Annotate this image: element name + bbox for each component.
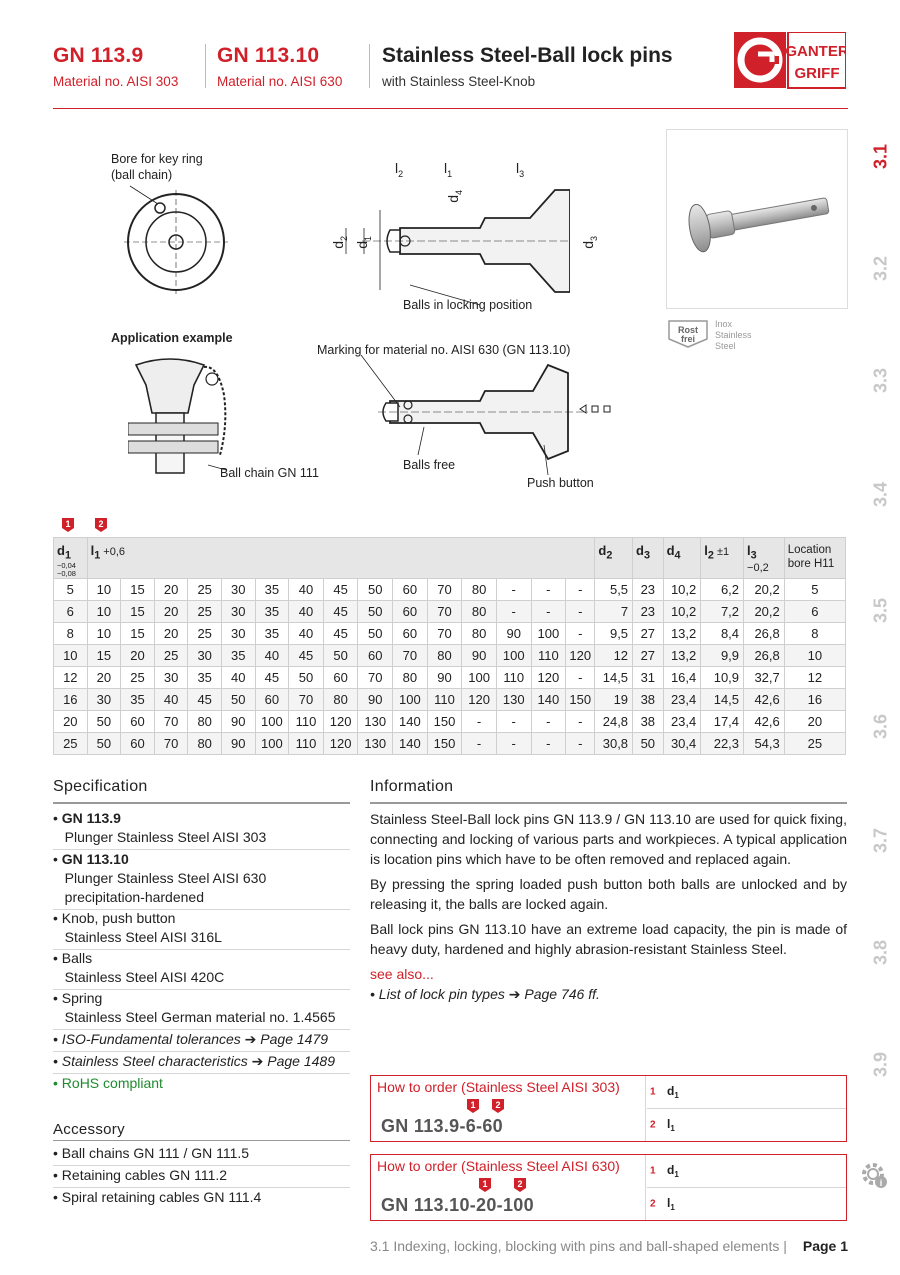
divider [370, 802, 847, 804]
order-param-row: 2 $l_1$ [650, 1195, 675, 1212]
table-cell: 25 [188, 622, 222, 644]
table-cell: 20 [154, 622, 188, 644]
table-cell: 25 [188, 600, 222, 622]
table-cell: 90 [221, 732, 255, 754]
table-cell: 100 [462, 666, 497, 688]
sidenav-item-3-6[interactable]: 3.6 [870, 713, 891, 740]
table-cell: - [531, 600, 566, 622]
header-title-block [382, 44, 673, 89]
table-cell: 25 [154, 644, 188, 666]
table-cell: 38 [633, 710, 664, 732]
table-cell: 30 [87, 688, 121, 710]
table-cell: 110 [289, 732, 324, 754]
order-param-row: 1 $d_1$ [647, 1076, 846, 1109]
table-cell: 70 [427, 622, 462, 644]
table-row [54, 688, 846, 710]
table-cell: 100 [531, 622, 566, 644]
product-code: GN 113.9 [53, 44, 144, 67]
table-cell: 16,4 [663, 666, 701, 688]
spec-item: • Balls Stainless Steel AISI 420C [53, 949, 350, 990]
table-cell: 5 [54, 578, 88, 600]
table-cell: 80 [462, 578, 497, 600]
col-d2: $d_2$ [595, 538, 633, 579]
table-cell: 10 [87, 622, 121, 644]
sidenav-item-3-1[interactable]: 3.1 [870, 143, 891, 170]
marker-2-icon [94, 517, 108, 533]
table-cell: 90 [462, 644, 497, 666]
table-row [54, 666, 846, 688]
table-cell: 32,7 [744, 666, 785, 688]
inox-label: Inox [715, 319, 733, 329]
col-location-bore: Location bore H11 [784, 538, 845, 579]
table-cell: 35 [255, 622, 289, 644]
dim-l2: $l_2$ [395, 160, 404, 179]
table-cell: 110 [289, 710, 324, 732]
table-cell: 100 [255, 710, 289, 732]
table-cell: 27 [633, 644, 664, 666]
svg-text:2: 2 [495, 1100, 501, 1110]
table-cell: 20 [154, 600, 188, 622]
table-cell: 60 [255, 688, 289, 710]
table-cell: 30 [221, 578, 255, 600]
table-cell: 80 [393, 666, 428, 688]
table-cell: 15 [121, 578, 155, 600]
table-cell: 13,2 [663, 644, 701, 666]
table-cell: - [531, 578, 566, 600]
table-cell: 120 [323, 710, 358, 732]
dim-d1: $d_1$ [354, 235, 373, 249]
table-cell: 10,2 [663, 600, 701, 622]
page-number: Page 1 [802, 1238, 848, 1254]
spec-item: • GN 113.10 Plunger Stainless Steel AISI 630 precipitation-hardened [53, 850, 350, 910]
table-cell: 70 [154, 732, 188, 754]
table-cell: 54,3 [744, 732, 785, 754]
table-cell: - [566, 578, 595, 600]
sidenav-item-3-8[interactable]: 3.8 [870, 939, 891, 966]
table-cell: 19 [595, 688, 633, 710]
table-cell: 45 [323, 600, 358, 622]
table-cell: 12 [784, 666, 845, 688]
table-row [54, 600, 846, 622]
table-cell: 50 [358, 600, 393, 622]
bore-label-2: (ball chain) [111, 168, 173, 182]
spec-item: • Spring Stainless Steel German material no. 1.4565 [53, 989, 350, 1030]
table-cell: 40 [255, 644, 289, 666]
table-row [54, 710, 846, 732]
marker-1-icon [61, 517, 75, 533]
sidenav-item-3-5[interactable]: 3.5 [870, 597, 891, 624]
table-cell: 60 [393, 578, 428, 600]
table-cell: 35 [121, 688, 155, 710]
order-box-630 [370, 1154, 847, 1221]
col-l1: $l_1 +0,6$ [87, 538, 595, 579]
table-cell: - [531, 732, 566, 754]
table-cell: 80 [462, 600, 497, 622]
table-cell: 45 [255, 666, 289, 688]
table-cell: 14,5 [701, 688, 744, 710]
table-cell: 35 [221, 644, 255, 666]
information-body [370, 809, 847, 1009]
table-cell: 23 [633, 600, 664, 622]
table-cell: 20,2 [744, 600, 785, 622]
table-cell: 110 [427, 688, 462, 710]
table-cell: 9,9 [701, 644, 744, 666]
order-param-row: 1 $d_1$ [647, 1155, 846, 1188]
divider [53, 802, 350, 804]
table-cell: - [496, 710, 531, 732]
page-title: Stainless Steel-Ball lock pins [382, 44, 673, 67]
table-cell: 120 [531, 666, 566, 688]
lock-pin-types-link[interactable]: • List of lock pin types ➔ Page 746 ff. [370, 986, 600, 1002]
bore-label: Bore for key ring [111, 152, 203, 166]
table-header-row [54, 538, 846, 579]
table-cell: 130 [496, 688, 531, 710]
table-cell: 30 [188, 644, 222, 666]
product-photo [666, 129, 848, 309]
sidenav-item-3-2[interactable]: 3.2 [870, 255, 891, 282]
table-cell: 20 [54, 710, 88, 732]
table-cell: 12 [595, 644, 633, 666]
table-cell: 60 [393, 622, 428, 644]
table-cell: - [496, 732, 531, 754]
table-cell: 80 [188, 710, 222, 732]
balls-free-label: Balls free [403, 458, 456, 472]
table-cell: 80 [323, 688, 358, 710]
table-cell: 120 [323, 732, 358, 754]
spec-link-stainless[interactable]: • Stainless Steel characteristics ➔ Page 1489 [53, 1052, 350, 1074]
order-title: How to order (Stainless Steel AISI 630) [377, 1158, 620, 1174]
info-paragraph: By pressing the spring loaded push button both balls are unlocked and by releasing it, the balls are locked again. [370, 876, 847, 912]
table-cell: 130 [358, 732, 393, 754]
table-cell: 90 [221, 710, 255, 732]
sidenav-item-3-4[interactable]: 3.4 [870, 481, 891, 508]
logo-text-top: GANTER [785, 43, 846, 60]
header-gn113-10 [217, 44, 342, 89]
application-example-label: Application example [111, 331, 233, 345]
page-header [53, 44, 848, 104]
table-cell: 6,2 [701, 578, 744, 600]
table-cell: 15 [121, 600, 155, 622]
svg-text:1: 1 [482, 1179, 488, 1189]
info-paragraph: Stainless Steel-Ball lock pins GN 113.9 / GN 113.10 are used for quick fixing, connecting and locking of various parts and workpieces. A typical application is location pins which have to be often removed and replaced again. [370, 811, 847, 867]
gear-info-icon[interactable] [860, 1160, 890, 1195]
header-rule [53, 108, 848, 109]
table-cell: 70 [427, 600, 462, 622]
table-cell: 5,5 [595, 578, 633, 600]
table-cell: 20 [121, 644, 155, 666]
rost-frei-badge [666, 317, 752, 354]
info-paragraph: Ball lock pins GN 113.10 have an extreme load capacity, the pin is made of heavy duty, hardened and highly abrasion-resistant Stainless Steel. [370, 921, 847, 957]
ball-chain-label: Ball chain GN 111 [220, 466, 319, 480]
table-cell: 30,8 [595, 732, 633, 754]
accessory-item[interactable]: • Spiral retaining cables GN 111.4 [53, 1189, 262, 1205]
table-cell: - [531, 710, 566, 732]
table-cell: 70 [427, 578, 462, 600]
table-cell: 30 [154, 666, 188, 688]
table-cell: 31 [633, 666, 664, 688]
table-cell: 5 [784, 578, 845, 600]
table-cell: 120 [462, 688, 497, 710]
table-cell: 60 [393, 600, 428, 622]
table-cell: 10 [87, 600, 121, 622]
table-cell: - [566, 622, 595, 644]
table-cell: 9,5 [595, 622, 633, 644]
table-row [54, 622, 846, 644]
table-cell: 60 [121, 732, 155, 754]
balls-locking-label: Balls in locking position [403, 298, 533, 312]
table-cell: 70 [393, 644, 428, 666]
table-cell: 110 [531, 644, 566, 666]
table-cell: 23,4 [663, 688, 701, 710]
steel-label: Steel [715, 341, 736, 351]
table-cell: 26,8 [744, 622, 785, 644]
table-cell: 20 [87, 666, 121, 688]
specification-heading: Specification [53, 778, 148, 795]
table-cell: 45 [188, 688, 222, 710]
table-cell: 40 [154, 688, 188, 710]
table-cell: 40 [221, 666, 255, 688]
table-cell: 24,8 [595, 710, 633, 732]
table-cell: 50 [87, 732, 121, 754]
dim-l1: $l_1$ [444, 160, 453, 179]
table-cell: 90 [427, 666, 462, 688]
page-footer [0, 1238, 848, 1254]
table-cell: 50 [633, 732, 664, 754]
table-cell: 8 [784, 622, 845, 644]
table-cell: 30,4 [663, 732, 701, 754]
table-cell: 27 [633, 622, 664, 644]
sidenav-item-3-9[interactable]: 3.9 [870, 1051, 891, 1078]
accessory-heading: Accessory [53, 1121, 125, 1138]
table-cell: 80 [427, 644, 462, 666]
table-cell: 20,2 [744, 578, 785, 600]
table-cell: 7 [595, 600, 633, 622]
rohs-compliant: • RoHS compliant [53, 1075, 163, 1091]
table-cell: 140 [393, 710, 428, 732]
table-cell: 20 [784, 710, 845, 732]
spec-item: • GN 113.9 Plunger Stainless Steel AISI 303 [53, 809, 350, 850]
col-d3: $d_3$ [633, 538, 664, 579]
table-row [54, 732, 846, 754]
footer-section: 3.1 Indexing, locking, blocking with pins and ball-shaped elements | [369, 1238, 787, 1254]
accessory-item[interactable]: • Retaining cables GN 111.2 [53, 1166, 350, 1188]
table-cell: 10,2 [663, 578, 701, 600]
table-cell: 15 [87, 644, 121, 666]
svg-text:1: 1 [470, 1100, 476, 1110]
table-cell: 50 [323, 644, 358, 666]
material-no: Material no. AISI 303 [53, 74, 179, 89]
table-cell: 17,4 [701, 710, 744, 732]
table-cell: - [566, 666, 595, 688]
marker-1-icon [478, 1177, 492, 1193]
header-divider [205, 44, 206, 88]
table-cell: 60 [358, 644, 393, 666]
table-cell: 40 [289, 622, 324, 644]
table-cell: 22,3 [701, 732, 744, 754]
svg-text:Rost: Rost [678, 325, 698, 335]
col-d1: $d_1$ −0,04 −0,08 [54, 538, 88, 579]
table-row [54, 578, 846, 600]
svg-text:2: 2 [517, 1179, 523, 1189]
header-gn113-9 [53, 44, 178, 89]
table-cell: 30 [221, 622, 255, 644]
dim-d3: $d_3$ [580, 235, 599, 249]
table-cell: 6 [784, 600, 845, 622]
table-cell: 25 [188, 578, 222, 600]
table-cell: 10 [87, 578, 121, 600]
col-l3: $l_3$ −0,2 [744, 538, 785, 579]
table-cell: 50 [289, 666, 324, 688]
table-cell: 120 [566, 644, 595, 666]
technical-drawing-bottom [128, 355, 628, 485]
order-code: GN 113.9-6-60 [381, 1116, 503, 1136]
table-cell: 100 [496, 644, 531, 666]
table-cell: 14,5 [595, 666, 633, 688]
push-button-label: Push button [527, 476, 594, 490]
table-cell: - [496, 600, 531, 622]
table-cell: 50 [358, 622, 393, 644]
table-cell: 70 [289, 688, 324, 710]
table-cell: 16 [784, 688, 845, 710]
table-cell: 35 [188, 666, 222, 688]
sidenav-item-3-3[interactable]: 3.3 [870, 367, 891, 394]
sidenav-item-3-7[interactable]: 3.7 [870, 827, 891, 854]
order-param-row: 2 $l_1$ [650, 1116, 675, 1133]
table-cell: - [462, 732, 497, 754]
divider [53, 1140, 350, 1141]
dim-d4: $d_4$ [445, 189, 464, 203]
table-cell: 13,2 [663, 622, 701, 644]
information-heading: Information [370, 778, 454, 795]
table-cell: 45 [323, 578, 358, 600]
table-cell: 90 [358, 688, 393, 710]
table-cell: 45 [323, 622, 358, 644]
table-cell: 100 [393, 688, 428, 710]
svg-text:2: 2 [98, 519, 104, 529]
table-cell: 10 [784, 644, 845, 666]
table-cell: 12 [54, 666, 88, 688]
col-d4: $d_4$ [663, 538, 701, 579]
table-cell: - [566, 732, 595, 754]
marker-2-icon [513, 1177, 527, 1193]
dim-d2: $d_2$ [330, 235, 349, 249]
table-cell: 42,6 [744, 710, 785, 732]
table-cell: 80 [188, 732, 222, 754]
table-cell: - [462, 710, 497, 732]
dimensions-table [53, 537, 846, 755]
table-cell: 90 [496, 622, 531, 644]
table-cell: 23 [633, 578, 664, 600]
material-no: Material no. AISI 630 [217, 74, 343, 89]
table-cell: - [566, 600, 595, 622]
dim-l3: $l_3$ [516, 160, 525, 179]
table-cell: 38 [633, 688, 664, 710]
accessory-item[interactable]: • Ball chains GN 111 / GN 111.5 [53, 1144, 350, 1166]
table-cell: 80 [462, 622, 497, 644]
svg-text:frei: frei [680, 334, 696, 344]
table-cell: 42,6 [744, 688, 785, 710]
table-cell: 25 [54, 732, 88, 754]
svg-text:i: i [879, 1178, 883, 1188]
marker-1-icon [466, 1098, 480, 1114]
table-cell: 10 [54, 644, 88, 666]
table-cell: 60 [121, 710, 155, 732]
spec-item: • Knob, push button Stainless Steel AISI 316L [53, 909, 350, 950]
table-cell: 50 [358, 578, 393, 600]
table-cell: 8 [54, 622, 88, 644]
see-also-label: see also... [370, 966, 434, 982]
table-row [54, 644, 846, 666]
table-cell: 25 [784, 732, 845, 754]
marker-2-icon [491, 1098, 505, 1114]
marking-label: Marking for material no. AISI 630 (GN 113.10) [317, 343, 571, 357]
table-cell: 140 [531, 688, 566, 710]
svg-text:1: 1 [65, 519, 71, 529]
table-cell: 130 [358, 710, 393, 732]
table-cell: 150 [427, 732, 462, 754]
table-cell: 150 [427, 710, 462, 732]
table-cell: 40 [289, 578, 324, 600]
spec-link-iso[interactable]: • ISO-Fundamental tolerances ➔ Page 1479 [53, 1030, 350, 1052]
table-cell: 50 [221, 688, 255, 710]
table-cell: 110 [496, 666, 531, 688]
table-cell: 23,4 [663, 710, 701, 732]
table-cell: 16 [54, 688, 88, 710]
table-cell: 15 [121, 622, 155, 644]
table-cell: 45 [289, 644, 324, 666]
table-cell: 35 [255, 600, 289, 622]
table-cell: 25 [121, 666, 155, 688]
table-cell: 8,4 [701, 622, 744, 644]
header-divider [369, 44, 370, 88]
table-cell: - [496, 578, 531, 600]
stainless-label: Stainless [715, 330, 752, 340]
table-cell: 100 [255, 732, 289, 754]
logo-text-bottom: GRIFF [794, 65, 840, 82]
table-cell: 6 [54, 600, 88, 622]
order-title: How to order (Stainless Steel AISI 303) [377, 1079, 620, 1095]
table-cell: 70 [154, 710, 188, 732]
table-cell: 40 [289, 600, 324, 622]
table-cell: 60 [323, 666, 358, 688]
table-cell: 7,2 [701, 600, 744, 622]
table-cell: 35 [255, 578, 289, 600]
order-code: GN 113.10-20-100 [381, 1195, 534, 1215]
table-cell: 26,8 [744, 644, 785, 666]
table-cell: 10,9 [701, 666, 744, 688]
table-cell: 30 [221, 600, 255, 622]
chapter-sidenav [866, 130, 896, 1210]
table-cell: 20 [154, 578, 188, 600]
page-subtitle: with Stainless Steel-Knob [382, 74, 536, 89]
table-cell: 150 [566, 688, 595, 710]
product-code: GN 113.10 [217, 44, 320, 67]
table-cell: 70 [358, 666, 393, 688]
col-l2: $l_2 \pm 1$ [701, 538, 744, 579]
table-cell: 140 [393, 732, 428, 754]
ganter-logo [734, 32, 846, 90]
table-cell: - [566, 710, 595, 732]
order-box-303 [370, 1075, 847, 1142]
table-cell: 50 [87, 710, 121, 732]
